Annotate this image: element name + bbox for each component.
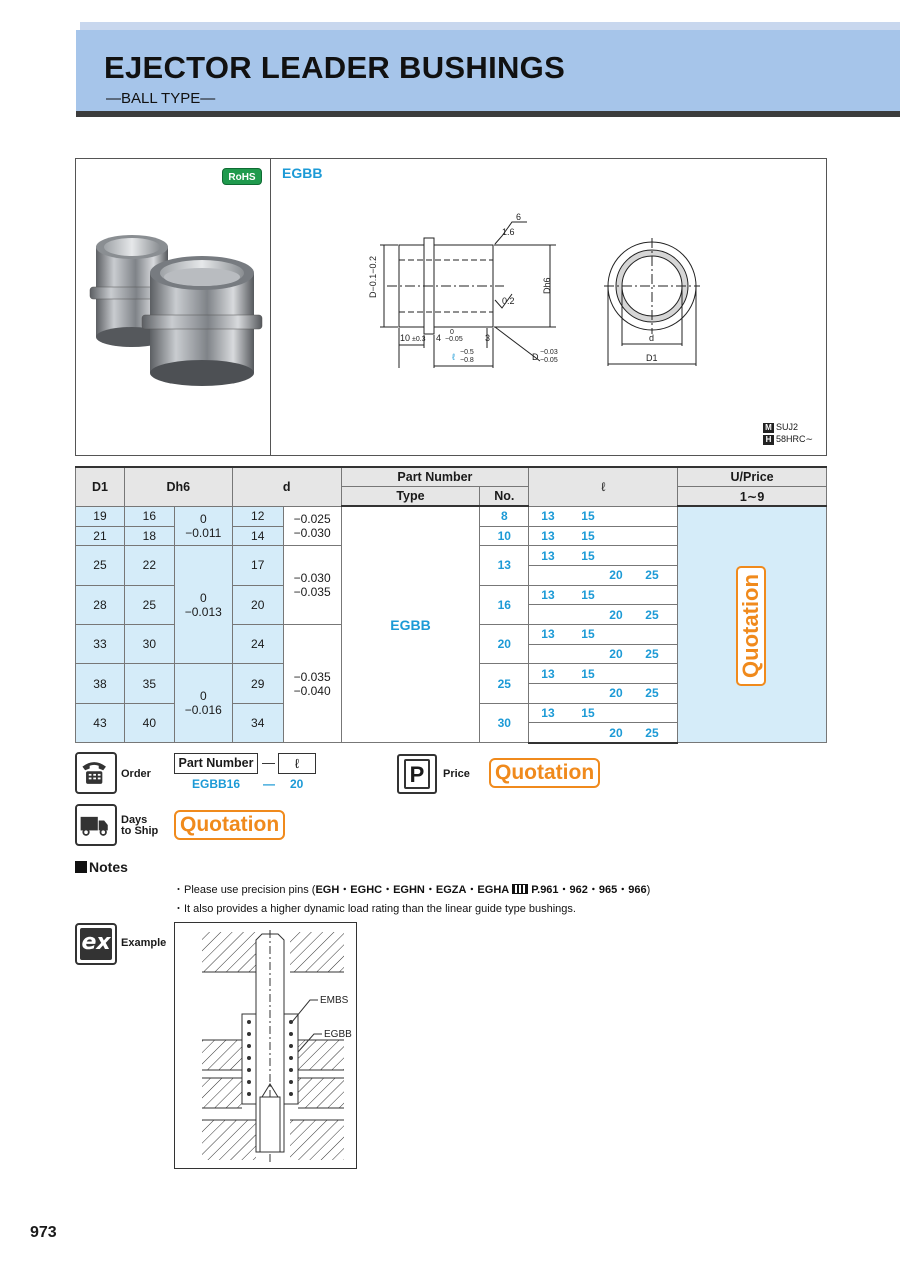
order-pn-header: Part Number [174, 753, 258, 774]
d-tol-label: D−0.1−0.2 [368, 255, 378, 298]
price-quotation-badge: Quotation [736, 566, 766, 686]
cell-dh6: 16 [124, 506, 174, 526]
cell-l: 13 15 [529, 625, 678, 645]
cell-dh6: 35 [124, 664, 174, 703]
cell-d: 20 [232, 585, 283, 624]
cell-d1: 21 [76, 526, 125, 546]
cell-d1: 19 [76, 506, 125, 526]
price-quotation: Quotation [489, 758, 600, 788]
cell-d: 29 [232, 664, 283, 703]
cell-no: 8 [480, 506, 529, 526]
cell-l: 13 15 [529, 664, 678, 684]
cell-dh6-tol: 0 −0.011 [174, 506, 232, 545]
header-no: No. [480, 487, 529, 507]
page-subtitle: —BALL TYPE— [106, 90, 216, 107]
cell-dh6-tol: 0 −0.016 [174, 664, 232, 743]
material-row [763, 421, 813, 433]
cell-d1: 38 [76, 664, 125, 703]
spec-table [75, 466, 827, 744]
hardness-text: 58HRC∼ [776, 434, 814, 444]
header-d1: D1 [76, 467, 125, 506]
cell-l2: 20 25 [529, 644, 678, 664]
dim-10-tol: ±0.3 [412, 336, 426, 343]
cell-d-tol: −0.025 −0.030 [283, 506, 341, 545]
dim-3: 3 [485, 333, 491, 343]
example-icon: ex [75, 923, 117, 965]
days-label-2: to Ship [121, 825, 159, 837]
ra-mark-top-2: 6 [516, 212, 522, 222]
rohs-badge: RoHS [222, 168, 262, 185]
note-line-1: ・Please use precision pins (EGH・EGHC・EGHN・EGZA・EGHA P.961・962・965・966) [173, 884, 651, 896]
price-icon: P [397, 754, 437, 794]
cell-d: 12 [232, 506, 283, 526]
cell-l: 13 15 [529, 546, 678, 566]
technical-drawing [352, 208, 712, 378]
order-example-pn: EGBB16 [192, 777, 241, 791]
cell-no: 20 [480, 625, 529, 664]
header-part-number: Part Number [341, 467, 529, 487]
cell-l2: 20 25 [529, 605, 678, 625]
dim-10: 10 [400, 333, 411, 343]
cell-d: 14 [232, 526, 283, 546]
cell-dh6-tol: 0 −0.013 [174, 546, 232, 664]
cell-l: 13 15 [529, 703, 678, 723]
page-title: EJECTOR LEADER BUSHINGS [104, 50, 566, 85]
product-code: EGBB [282, 165, 323, 181]
dh6-label: Dh6 [542, 277, 552, 294]
cell-l2: 20 25 [529, 565, 678, 585]
example-label: Example [121, 937, 167, 949]
cell-d1: 28 [76, 585, 125, 624]
product-box-divider [270, 158, 271, 456]
dim-D: D [532, 352, 539, 362]
truck-icon [75, 804, 117, 846]
dim-4-tol-b: −0.05 [445, 336, 463, 343]
hardness-badge: H [763, 435, 774, 445]
cell-d-tol: −0.035 −0.040 [283, 625, 341, 743]
cell-d-tol: −0.030 −0.035 [283, 546, 341, 625]
order-l-header: ℓ [278, 753, 316, 774]
cell-d1: 43 [76, 703, 125, 742]
cell-dh6: 18 [124, 526, 174, 546]
material-spec [763, 421, 813, 445]
dim-l-tol-a: −0.5 [460, 349, 474, 356]
cell-d: 24 [232, 625, 283, 664]
header-shadow [76, 111, 900, 117]
phone-order-icon [75, 752, 117, 794]
cell-type: EGBB [341, 506, 480, 742]
label-egbb: EGBB [324, 1029, 352, 1040]
dim-4-tol-a: 0 [450, 329, 454, 336]
header-uprice: U/Price [678, 467, 827, 487]
header-back-band [80, 22, 900, 30]
material-text: SUJ2 [776, 422, 799, 432]
cell-no: 10 [480, 526, 529, 546]
cell-no: 25 [480, 664, 529, 703]
cell-l2: 20 25 [529, 684, 678, 704]
cell-d: 17 [232, 546, 283, 585]
material-badge: M [763, 423, 774, 433]
hardness-row [763, 433, 813, 445]
dim-4: 4 [436, 333, 442, 343]
cell-d: 34 [232, 703, 283, 742]
days-quotation: Quotation [174, 810, 285, 840]
bushing-photo [88, 225, 263, 400]
ra-mark-top: 1.6 [502, 227, 515, 237]
header-dh6: Dh6 [124, 467, 232, 506]
ra-mark-mid: 0.2 [502, 296, 515, 306]
cell-l: 13 15 [529, 585, 678, 605]
days-label-1: Days [121, 814, 148, 826]
header-d: d [232, 467, 341, 506]
cell-no: 16 [480, 585, 529, 624]
cell-d1: 33 [76, 625, 125, 664]
header-l: ℓ [529, 467, 678, 506]
cell-l: 13 15 [529, 506, 678, 526]
order-dash: — [262, 755, 275, 770]
dim-D-tol-b: −0.05 [540, 357, 558, 364]
header-type: Type [341, 487, 480, 507]
order-example-dash: — [263, 777, 275, 791]
cell-dh6: 25 [124, 585, 174, 624]
cell-dh6: 40 [124, 703, 174, 742]
order-label: Order [121, 768, 151, 780]
cell-no: 13 [480, 546, 529, 585]
dim-l: ℓ [452, 352, 455, 362]
dim-d: d [649, 333, 655, 343]
dim-l-tol-b: −0.8 [460, 357, 474, 364]
cell-no: 30 [480, 703, 529, 742]
note-line-2: ・It also provides a higher dynamic load rating than the linear guide type bushings. [173, 903, 576, 915]
cell-l: 13 15 [529, 526, 678, 546]
table-row [76, 506, 827, 526]
page-number: 973 [30, 1224, 57, 1241]
price-label: Price [443, 768, 470, 780]
cell-dh6: 30 [124, 625, 174, 664]
cell-dh6: 22 [124, 546, 174, 585]
notes-heading: Notes [75, 859, 128, 875]
header-qty: 1∼9 [678, 487, 827, 507]
dim-D1: D1 [646, 353, 658, 363]
order-example-l: 20 [290, 777, 304, 791]
dim-D-tol-a: −0.03 [540, 349, 558, 356]
example-figure [174, 922, 358, 1170]
label-embs: EMBS [320, 995, 349, 1006]
cell-l2: 20 25 [529, 723, 678, 743]
page-ref-icon [512, 884, 528, 894]
cell-d1: 25 [76, 546, 125, 585]
